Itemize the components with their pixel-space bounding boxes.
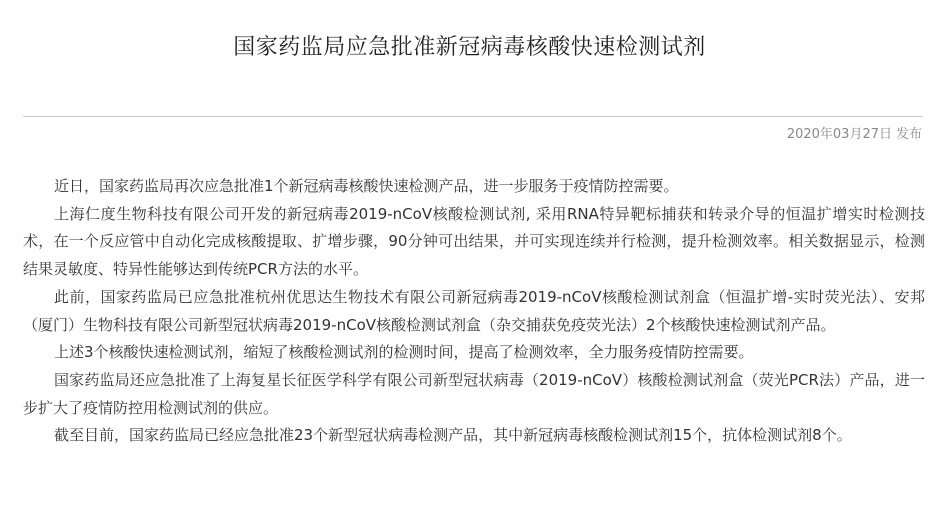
title-divider	[23, 116, 923, 117]
paragraph: 近日，国家药监局再次应急批准1个新冠病毒核酸快速检测产品，进一步服务于疫情防控需要。	[54, 177, 679, 195]
paragraph: 上述3个核酸快速检测试剂，缩短了核酸检测试剂的检测时间，提高了检测效率，全力服务疫情防控需要。	[54, 343, 754, 362]
paragraph: 截至目前，国家药监局已经应急批准23个新型冠状病毒检测产品，其中新冠病毒核酸检测试剂15个，抗体检测试剂8个。	[54, 426, 852, 445]
paragraph: 此前，国家药监局已应急批准杭州优思达生物技术有限公司新冠病毒2019-nCoV核酸检测试剂盒（恒温扩增-实时荧光法）、安邦（厦门）生物科技有限公司新型冠状病毒2019-nCoV核酸检测试剂盒（杂交捕获免疫荧光法）2个核酸快速检测试剂产品。	[23, 287, 925, 334]
publish-meta	[787, 124, 922, 146]
publish-date: 2020年03月27日	[786, 127, 892, 142]
paragraph: 国家药监局还应急批准了上海复星长征医学科学有限公司新型冠状病毒（2019-nCoV）核酸检测试剂盒（荧光PCR法）产品，进一步扩大了疫情防控用检测试剂的供应。	[23, 370, 925, 417]
publish-label: 发布	[895, 127, 922, 142]
article-body	[23, 173, 925, 450]
article-title: 国家药监局应急批准新冠病毒核酸快速检测试剂	[233, 35, 706, 60]
paragraph: 上海仁度生物科技有限公司开发的新冠病毒2019-nCoV核酸检测试剂, 采用RNA特异靶标捕获和转录介导的恒温扩增实时检测技术，在一个反应管中自动化完成核酸提取、扩增步骤，90分钟可出结果，并可实现连续并行检测，提升检测效率。相关数据显示，检测结果灵敏度、特异性能够达到传统PCR方法的水平。	[23, 204, 925, 279]
